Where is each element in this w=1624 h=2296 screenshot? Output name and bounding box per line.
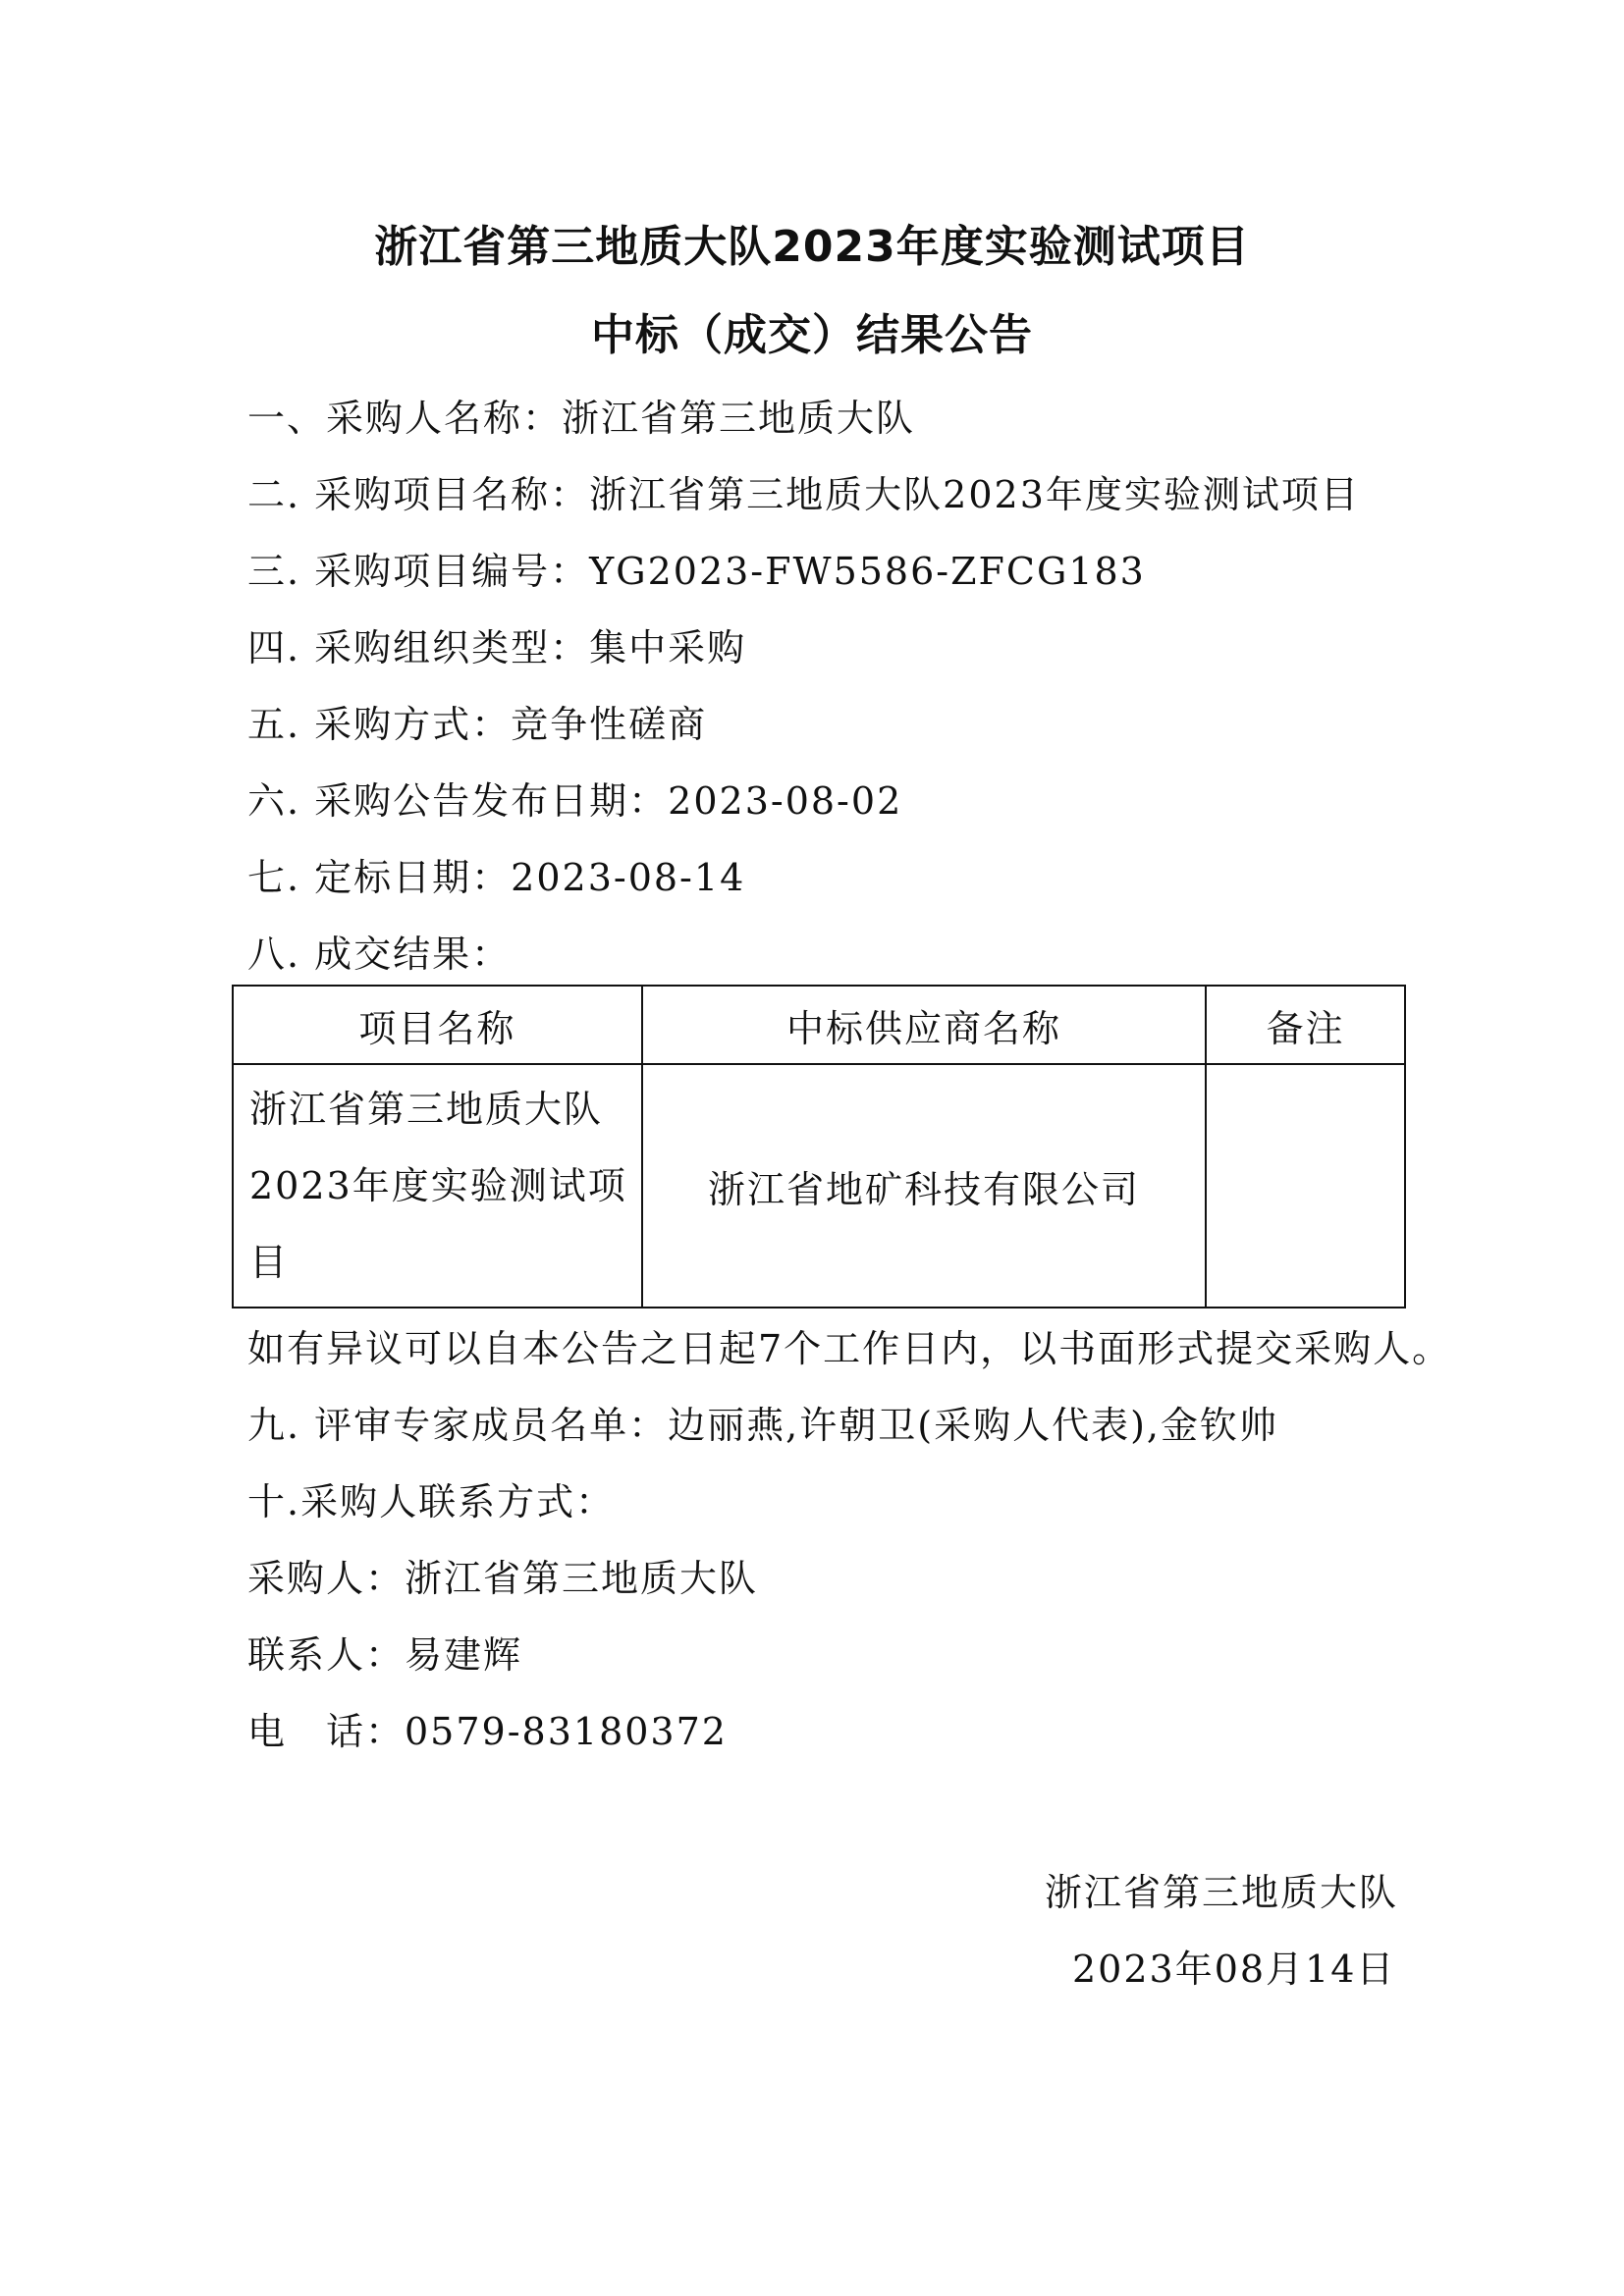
item-result-heading: 八. 成交结果：	[247, 933, 512, 976]
header-supplier-name: 中标供应商名称	[642, 986, 1207, 1064]
cell-project-name: 浙江省第三地质大队2023年度实验测试项目	[233, 1064, 642, 1308]
contact-phone: 电 话：0579-83180372	[247, 1710, 728, 1753]
item-project-number: 三. 采购项目编号：YG2023-FW5586-ZFCG183	[247, 550, 1146, 593]
item-organization-type: 四. 采购组织类型：集中采购	[247, 626, 747, 669]
item-announcement-date: 六. 采购公告发布日期：2023-08-02	[247, 779, 903, 823]
contact-person: 联系人：易建辉	[247, 1633, 523, 1677]
item-contact-heading: 十.采购人联系方式：	[247, 1480, 616, 1523]
cell-supplier-name: 浙江省地矿科技有限公司	[642, 1064, 1207, 1308]
item-project-name: 二. 采购项目名称：浙江省第三地质大队2023年度实验测试项目	[247, 473, 1360, 516]
item-purchaser-name: 一、采购人名称：浙江省第三地质大队	[247, 397, 916, 440]
table-row	[233, 1064, 1405, 1308]
item-procurement-method: 五. 采购方式：竞争性磋商	[247, 703, 708, 746]
page-title-line-2: 中标（成交）结果公告	[591, 310, 1033, 360]
header-remark: 备注	[1206, 986, 1405, 1064]
signature-date: 2023年08月14日	[1072, 1948, 1396, 1991]
item-award-date: 七. 定标日期：2023-08-14	[247, 856, 746, 899]
header-project-name: 项目名称	[233, 986, 642, 1064]
table-header-row	[233, 986, 1405, 1064]
result-table	[232, 985, 1406, 1308]
objection-notice: 如有异议可以自本公告之日起7个工作日内，以书面形式提交采购人。	[247, 1327, 1452, 1370]
contact-purchaser: 采购人：浙江省第三地质大队	[247, 1557, 759, 1600]
cell-remark	[1206, 1064, 1405, 1308]
page-title-line-1: 浙江省第三地质大队2023年度实验测试项目	[374, 222, 1250, 272]
item-experts: 九. 评审专家成员名单：边丽燕,许朝卫(采购人代表),金钦帅	[247, 1404, 1278, 1447]
signature-organization: 浙江省第三地质大队	[1045, 1871, 1399, 1914]
